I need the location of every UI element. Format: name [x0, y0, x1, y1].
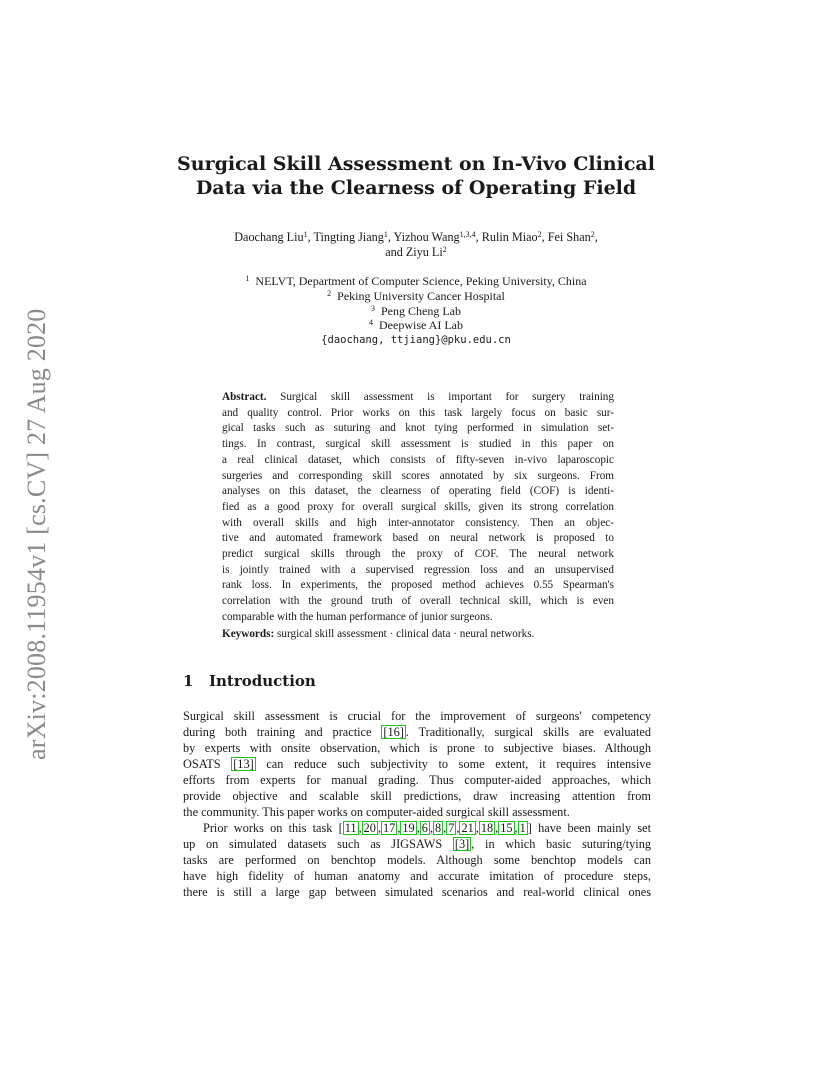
- author-name: Daochang Liu: [234, 230, 304, 244]
- body-text: during both training and practice: [183, 725, 382, 739]
- abstract-line: gical tasks such as suturing and knot tying performed in simulation set-: [222, 422, 614, 435]
- citation-separator: ,: [495, 821, 499, 835]
- abstract-label: Abstract.: [222, 391, 267, 403]
- author-line-2: [150, 245, 682, 260]
- citation-link[interactable]: 7: [448, 821, 455, 835]
- citation-link[interactable]: 6: [421, 821, 428, 835]
- abstract-line: rank loss. In experiments, the proposed method achieves 0.55 Spearman's: [222, 579, 614, 592]
- citation-separator: ,: [429, 821, 434, 835]
- author-line-1: Daochang Liu$^1$, Tingting Jiang$^1$, Yizhou Wang$^{1,3,4}$, Rulin Miao$^2$, Fei Shan$^2$,: [234, 230, 598, 244]
- abstract-line: surgeries and corresponding skill scores annotated by six surgeons. From: [222, 469, 614, 482]
- abstract-line: and quality control. Prior works on this task largely focus on basic sur-: [222, 406, 614, 419]
- body-line: there is still a large gap between simulated scenarios and real-world clinical ones: [183, 885, 651, 899]
- abstract-line: with overall skills and high inter-annotator consistency. Then an objec-: [222, 516, 614, 529]
- body-line: the community. This paper works on computer-aided surgical skill assessment.: [183, 805, 570, 819]
- affiliation-text: Peng Cheng Lab: [381, 303, 461, 318]
- affiliation-mark: 2: [327, 288, 332, 298]
- paper-title-line-1: Surgical Skill Assessment on In-Vivo Clinical: [177, 153, 655, 175]
- author-name: Tingting Jiang: [313, 230, 384, 244]
- citation-separator: ,: [456, 821, 460, 835]
- abstract-line: is jointly trained with a supervised regression loss and an unsupervised: [222, 563, 614, 576]
- abstract-line: comparable with the human performance of junior surgeons.: [222, 610, 493, 623]
- citation-link[interactable]: 17: [383, 821, 396, 835]
- author-affiliation-mark: 1: [303, 230, 308, 239]
- abstract-line: tings. In contrast, surgical skill assessment is studied in this paper on: [222, 438, 614, 451]
- abstract-line: [222, 390, 614, 406]
- keywords-text: surgical skill assessment · clinical data · neural networks.: [277, 628, 535, 640]
- affiliation-item: [160, 318, 672, 333]
- affiliation-text: Peking University Cancer Hospital: [337, 288, 505, 303]
- body-line: provide objective and scalable skill predictions, draw increasing attention from: [183, 789, 651, 803]
- affiliation-text: Deepwise AI Lab: [379, 318, 463, 333]
- keywords: [222, 627, 622, 642]
- abstract: [222, 390, 614, 626]
- affiliation-item: [160, 304, 672, 319]
- citation-separator: ,: [475, 821, 479, 835]
- body-text: up on simulated datasets such as JIGSAWS: [183, 837, 453, 851]
- affiliation-item: [160, 289, 672, 304]
- affiliation-text: NELVT, Department of Computer Science, Peking University, China: [255, 274, 587, 288]
- body-line: have high fidelity of human anatomy and accurate imitation of procedure steps,: [183, 869, 651, 883]
- author-affiliation-mark: 1,3,4: [459, 230, 476, 239]
- author-name: Rulin Miao: [481, 230, 538, 244]
- introduction-body: [183, 708, 651, 900]
- body-line: Prior works on this task [ 11 , 20 , 17 , 19 , 6 , 8 , 7 , 21 , 18 , 15 , 1 ] have been mainly set: [203, 821, 651, 835]
- affiliation-item: [160, 274, 672, 289]
- affiliation-mark: 1: [245, 274, 250, 283]
- body-text: Prior works on this task: [203, 821, 339, 835]
- citation-separator: ,: [416, 821, 420, 835]
- citation-group: [343, 821, 528, 835]
- citation-link[interactable]: [16]: [383, 725, 404, 739]
- body-line: [183, 724, 651, 740]
- body-line: tasks are performed on benchtop models. Although some benchtop models can: [183, 853, 651, 867]
- citation-link[interactable]: 8: [435, 821, 442, 835]
- section-number: 1: [183, 672, 194, 690]
- citation-separator: ,: [358, 821, 362, 835]
- affiliation-list: [160, 274, 672, 348]
- citation-link[interactable]: [13]: [233, 757, 254, 771]
- citation-link[interactable]: 1: [519, 821, 526, 835]
- citation-link[interactable]: 11: [344, 821, 357, 835]
- abstract-line: analyses on this dataset, the clearness of operating field (COF) is identi-: [222, 485, 614, 498]
- author-name: and Ziyu Li: [385, 245, 443, 259]
- citation-separator: ,: [377, 821, 382, 835]
- citation-link[interactable]: 20: [363, 821, 376, 835]
- keywords-label: Keywords:: [222, 628, 275, 640]
- abstract-line: tive and automated framework based on neural network is proposed to: [222, 532, 614, 545]
- abstract-line: correlation with the ground truth of overall technical skill, which is even: [222, 595, 614, 608]
- body-text: OSATS: [183, 757, 232, 771]
- body-line: by experts with onsite observation, which is prone to subjective biases. Although: [183, 741, 651, 755]
- section-heading-introduction: [183, 672, 316, 690]
- body-line: Surgical skill assessment is crucial for the improvement of surgeons' competency: [183, 709, 651, 723]
- author-list: [150, 230, 682, 260]
- affiliation-mark: 3: [371, 303, 375, 313]
- abstract-line: predict surgical skills through the proxy of COF. The neural network: [222, 548, 614, 561]
- citation-link[interactable]: 21: [461, 821, 474, 835]
- abstract-line: a real clinical dataset, which consists of fifty-seven in-vivo laparoscopic: [222, 453, 614, 466]
- citation-separator: ,: [443, 821, 447, 835]
- paper-title-line-2: Data via the Clearness of Operating Field: [195, 177, 637, 199]
- citation-separator: ,: [514, 821, 518, 835]
- author-affiliation-mark: 2: [442, 245, 447, 254]
- author-name: Yizhou Wang: [393, 230, 460, 244]
- body-line: [183, 836, 651, 852]
- arxiv-identifier-stamp: arXiv:2008.11954v1 [cs.CV] 27 Aug 2020: [22, 308, 51, 760]
- citation-separator: ,: [397, 821, 401, 835]
- author-affiliation-mark: 2: [537, 230, 542, 239]
- author-name: Fei Shan: [547, 230, 591, 244]
- author-affiliation-mark: 2: [590, 230, 595, 239]
- paper-title: [160, 152, 672, 200]
- body-text: have been mainly set: [531, 821, 651, 835]
- body-text: , in which basic suturing/tying: [471, 837, 651, 851]
- body-text: . Traditionally, surgical skills are evaluated: [405, 725, 651, 739]
- body-line: [183, 756, 651, 772]
- body-text: can reduce such subjectivity to some extent, it requires intensive: [255, 757, 651, 771]
- abstract-line: fied as a good proxy for overall surgical skills, given its strong correlation: [222, 500, 614, 513]
- abstract-text: Surgical skill assessment is important for surgery training: [280, 391, 614, 403]
- citation-link[interactable]: 19: [402, 821, 415, 835]
- affiliation-mark: 4: [369, 318, 373, 328]
- author-affiliation-mark: 1: [383, 230, 388, 239]
- citation-link[interactable]: 15: [500, 821, 513, 835]
- citation-link[interactable]: 18: [480, 821, 494, 835]
- citation-link[interactable]: [3]: [454, 837, 470, 851]
- contact-email: {daochang, ttjiang}@pku.edu.cn: [321, 334, 511, 347]
- section-title: Introduction: [209, 672, 316, 690]
- body-line: efforts from experts for manual grading. Thus computer-aided approaches, which: [183, 773, 651, 787]
